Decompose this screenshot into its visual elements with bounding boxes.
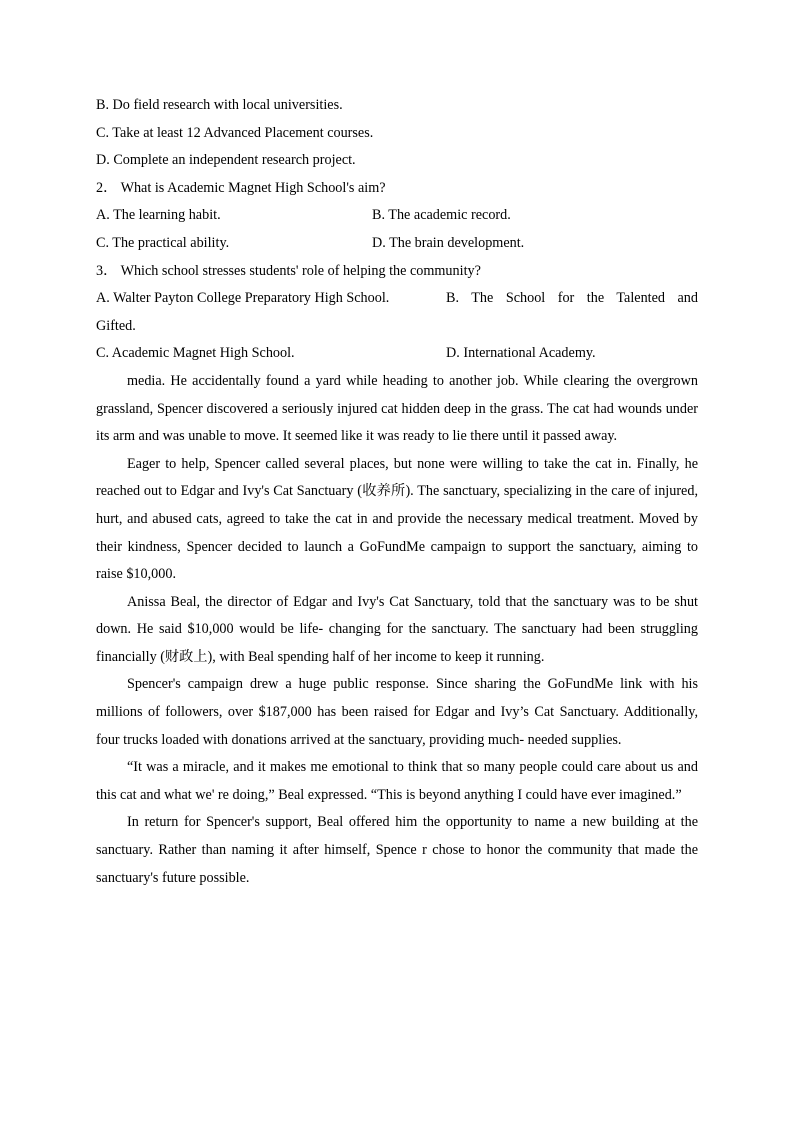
q2-option-d: D. The brain development. — [372, 234, 525, 251]
q3-options-row-1 — [96, 285, 698, 313]
q1-option-d: D. Complete an independent research project. — [96, 152, 356, 169]
q2-options-row-2 — [96, 230, 698, 258]
q2-options-row-1 — [96, 202, 698, 230]
q3-option-a: A. Walter Payton College Preparatory High School. — [96, 290, 390, 307]
q2-option-b: B. The academic record. — [372, 207, 511, 224]
q3-options-row-2 — [96, 340, 698, 368]
q3-option-b: B. The School for the Talented and — [446, 290, 698, 307]
q3-stem: 3． Which school stresses students' role of helping the community? — [96, 262, 481, 279]
q2-option-c: C. The practical ability. — [96, 234, 230, 251]
passage-paragraph-2: Eager to help, Spencer called several places, but none were willing to take the cat in. Finally, he reached out to Edgar and Ivy's Cat Sanctuary (收养所). The sanctuary, specializing in the care of injured, hurt, and abused cats, agreed to take the cat in and provide the necessary medical treatment. Moved by their kindness, Spencer decided to launch a GoFundMe campaign to support the sanctuary, aiming to raise $10,000. — [96, 455, 698, 583]
passage-paragraph-3: Anissa Beal, the director of Edgar and Ivy's Cat Sanctuary, told that the sanctuary was to be shut down. He said $10,000 would be life- changing for the sanctuary. The sanctuary had been struggling financially (财政上), with Beal spending half of her income to keep it running. — [96, 593, 698, 665]
q3-option-d: D. International Academy. — [446, 345, 596, 362]
q1-option-c: C. Take at least 12 Advanced Placement courses. — [96, 124, 374, 141]
passage-paragraph-6: In return for Spencer's support, Beal offered him the opportunity to name a new building at the sanctuary. Rather than naming it after himself, Spence r chose to honor the community that made the sanctuary's future possible. — [96, 814, 698, 886]
passage-paragraph-5: “It was a miracle, and it makes me emotional to think that so many people could care about us and this cat and what we' re doing,” Beal expressed. “This is beyond anything I could have ever imagined.” — [96, 759, 698, 803]
q3-option-c: C. Academic Magnet High School. — [96, 345, 295, 362]
document-page — [96, 92, 698, 892]
q3-option-b-continued: Gifted. — [96, 317, 136, 334]
q2-stem: 2． What is Academic Magnet High School's aim? — [96, 179, 386, 196]
passage-paragraph-4: Spencer's campaign drew a huge public response. Since sharing the GoFundMe link with his millions of followers, over $187,000 has been raised for Edgar and Ivy’s Cat Sanctuary. Additionally, four trucks loaded with donations arrived at the sanctuary, providing much- needed supplies. — [96, 676, 698, 748]
q2-option-a: A. The learning habit. — [96, 207, 221, 224]
passage-paragraph-1: media. He accidentally found a yard while heading to another job. While clearing the overgrown grassland, Spencer discovered a seriously injured cat hidden deep in the grass. The cat had wounds under its arm and was unable to move. It seemed like it was ready to lie there until it passed away. — [96, 372, 698, 445]
q1-option-b: B. Do field research with local universities. — [96, 97, 343, 113]
